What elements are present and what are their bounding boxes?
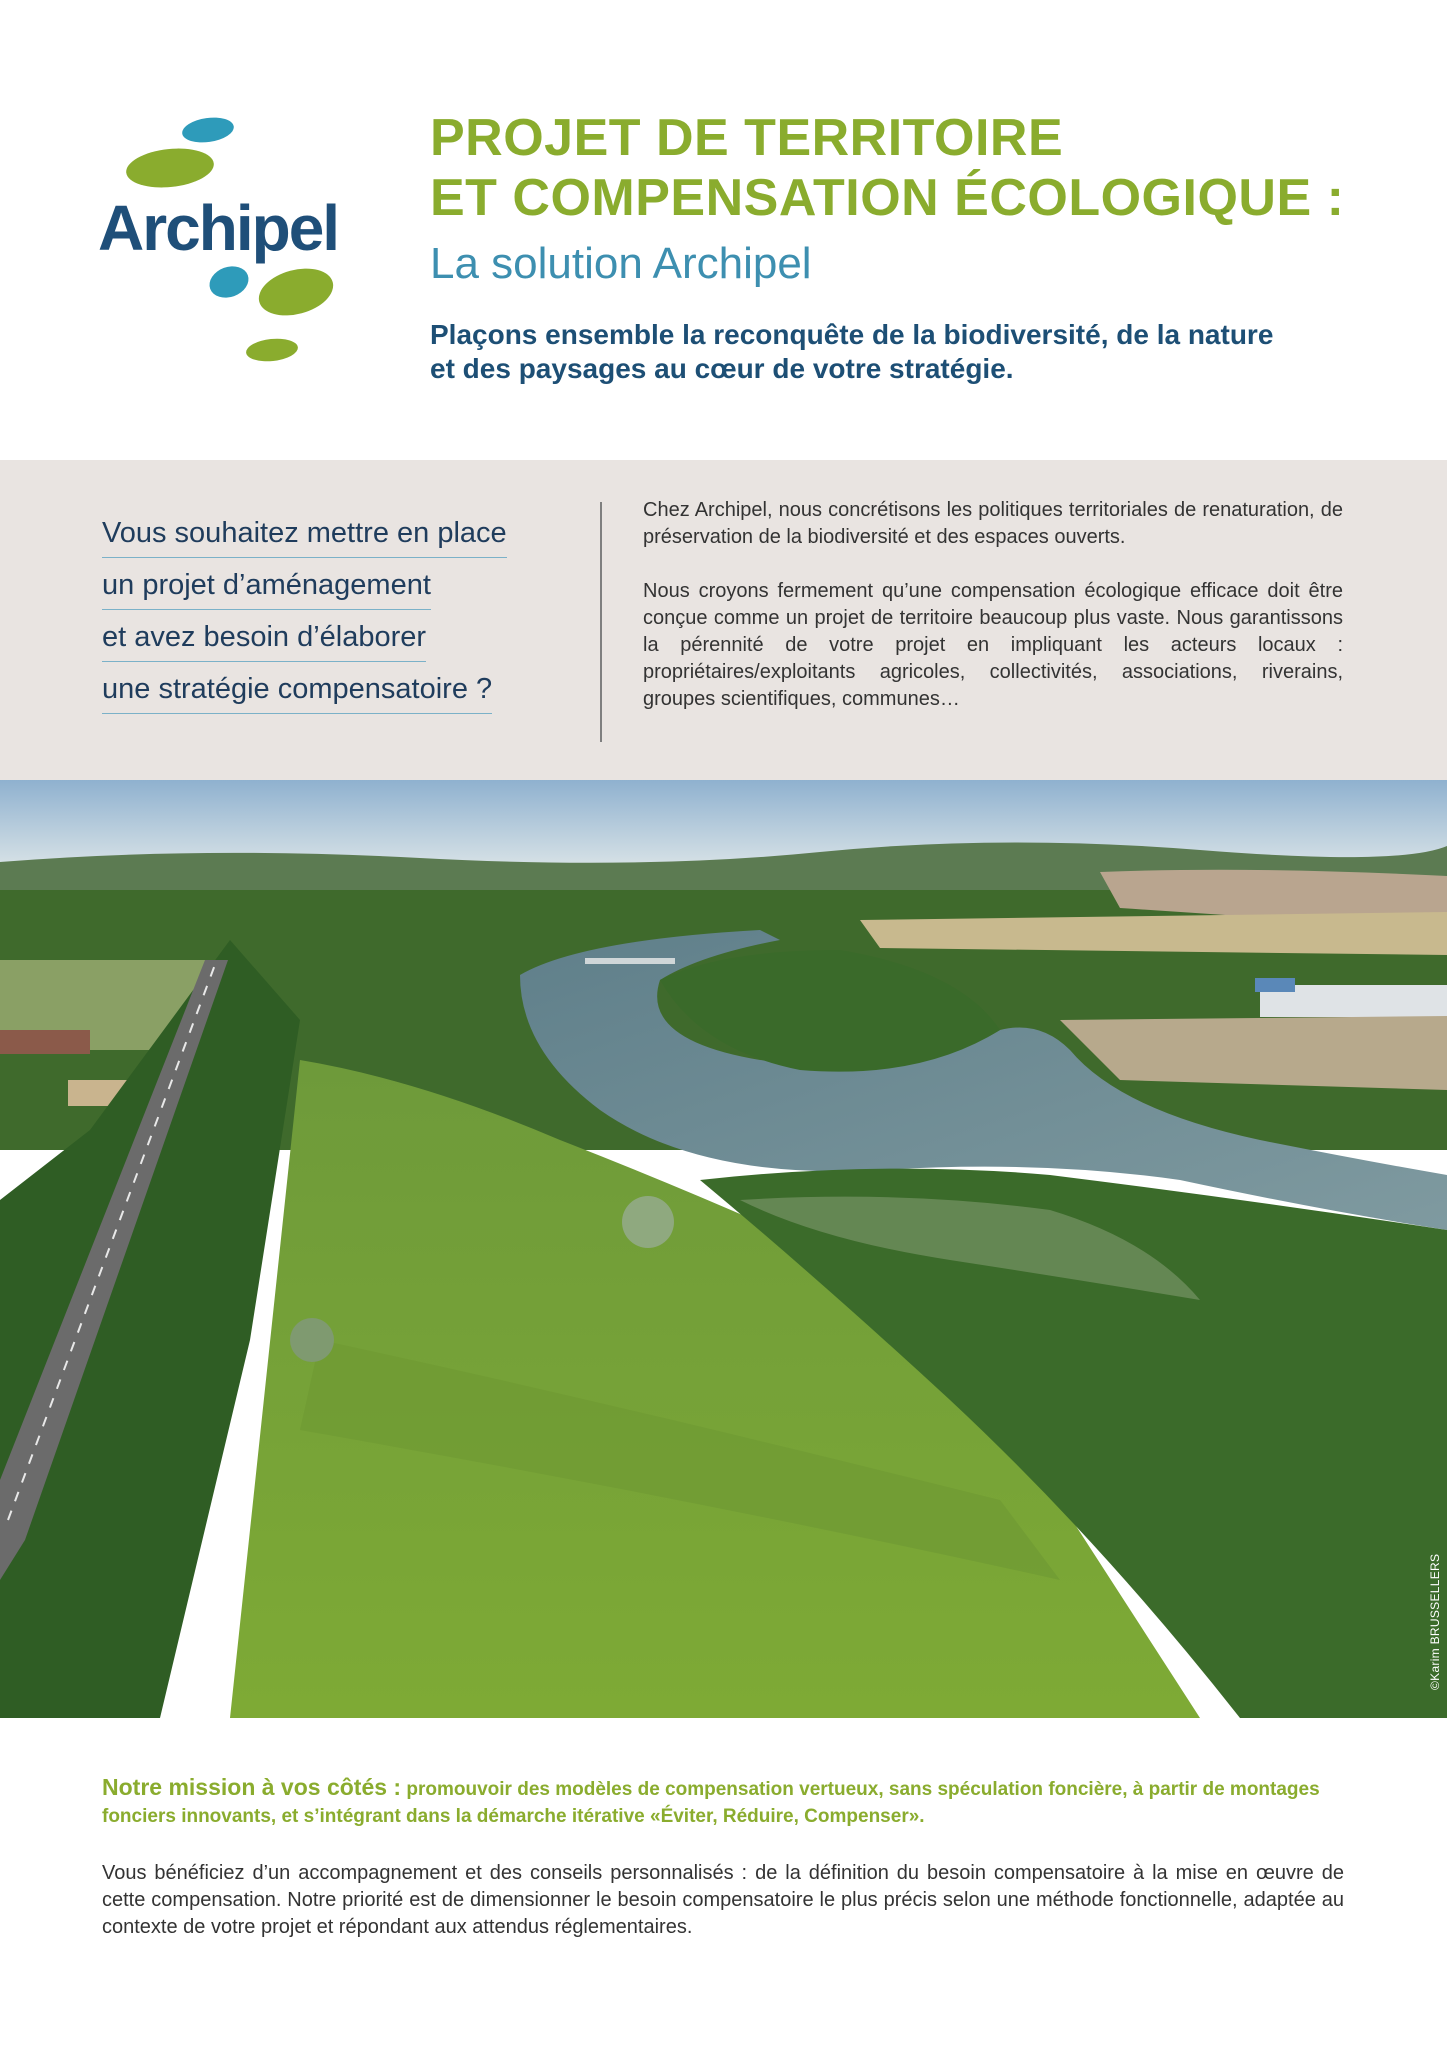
vertical-divider [600,502,602,742]
tagline [430,318,1330,386]
meadow-tree-1 [622,1196,674,1248]
page-title-line-1: PROJET DE TERRITOIRE [430,109,1064,167]
photo-credit: ©Karim BRUSSELLERS [1428,1553,1442,1690]
page-title-line-2: ET COMPENSATION ÉCOLOGIQUE : [430,169,1345,227]
logo-green-blob-small [245,336,299,363]
intro-text [643,497,1343,740]
intro-paragraph-2: Nous croyons fermement qu’une compensation écologique efficace doit être conçue comme un projet de territoire beaucoup plus vaste. Nous garantissons la pérennité de votre projet en impliquant les acteurs locaux : propriétaires/exploitants agricoles, collectivités, associations, riverains, groupes scientifiques, communes… [643,580,1343,710]
logo-wordmark: Archipel [98,192,339,264]
question-block [102,508,582,716]
intro-paragraph-1: Chez Archipel, nous concrétisons les politiques territoriales de renaturation, de préservation de la biodiversité et des espaces ouverts. [643,499,1343,548]
tagline-line-1: Plaçons ensemble la reconquête de la biodiversité, de la nature [430,319,1274,350]
logo-green-blob-bottom [254,261,339,323]
mission-text: promouvoir des modèles de compensation vertueux, sans spéculation foncière, à partir de montages fonciers innovants, et s’intégrant dans la démarche itérative «Éviter, Réduire, Compenser». [102,1779,1320,1827]
sky [0,780,1447,865]
benefit-paragraph: Vous bénéficiez d’un accompagnement et des conseils personnalisés : de la définition du besoin compensatoire à la mise en œuvre de cette compensation. Notre priorité est de dimensionner le besoin compensatoire le plus précis selon une méthode fonctionnelle, adaptée au contexte de votre projet et répondant aux attendus réglementaires. [102,1862,1344,1938]
logo-teal-blob-bottom [205,261,253,303]
aerial-landscape-photo [0,780,1447,1718]
logo-green-blob-top [124,145,215,192]
question-line-3: et avez besoin d’élaborer [102,612,426,662]
question-line-4: une stratégie compensatoire ? [102,664,492,714]
bridge [585,958,675,964]
tagline-line-2: et des paysages au cœur de votre stratégie. [430,353,1014,384]
page-subtitle: La solution Archipel [430,239,812,288]
title-block [430,108,1390,292]
mission-lead: Notre mission à vos côtés : [102,1774,402,1800]
question-line-2: un projet d’aménagement [102,560,431,610]
meadow-tree-2 [290,1318,334,1362]
question-line-1: Vous souhaitez mettre en place [102,508,507,558]
logo-teal-blob-top [181,114,236,145]
archipel-logo [96,110,366,370]
left-farm-building [0,1030,90,1054]
industrial-roof [1255,978,1295,992]
mission-statement [102,1774,1344,1830]
